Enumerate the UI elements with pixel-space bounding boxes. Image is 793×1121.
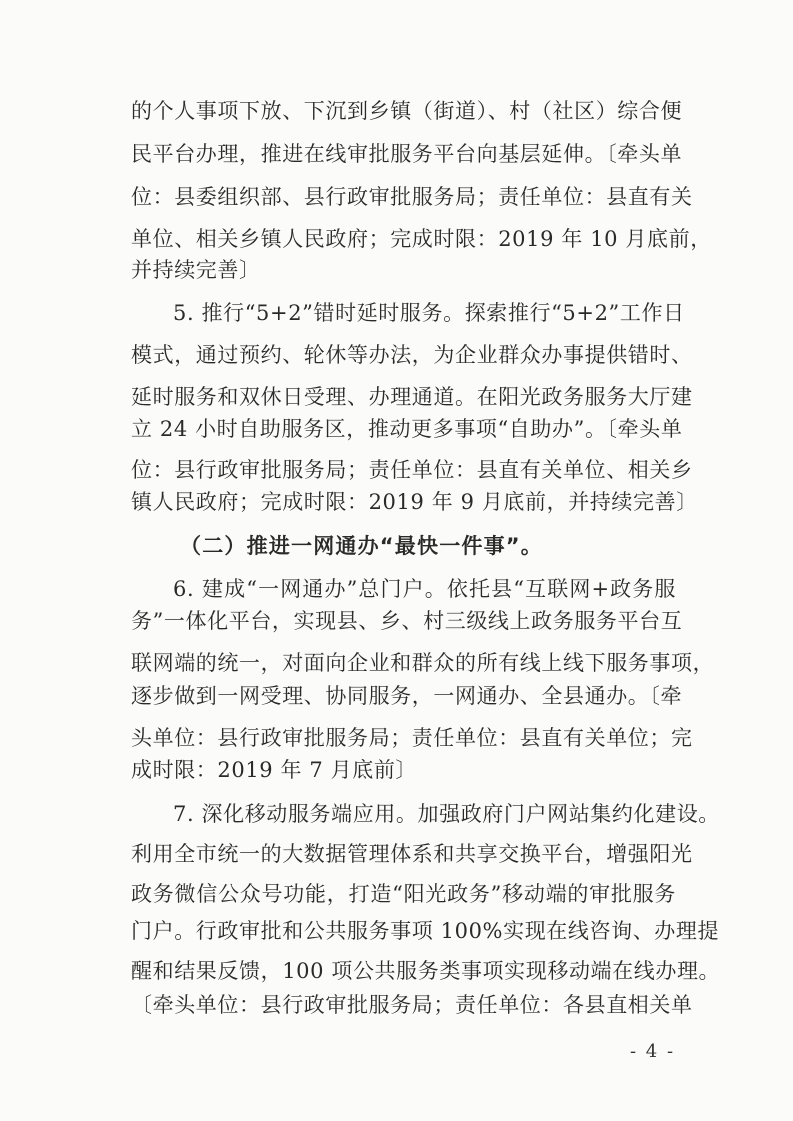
body-text-line: 位：县委组织部、县行政审批服务局；责任单位：县直有关 xyxy=(131,185,693,209)
page-number: - 4 - xyxy=(630,1041,676,1062)
body-text-line: 成时限：2019 年 7 月底前〕 xyxy=(131,758,418,782)
body-text-line: 逐步做到一网受理、协同服务，一网通办、全县通办。〔牵 xyxy=(131,684,683,708)
body-text-line: 单位、相关乡镇人民政府；完成时限：2019 年 10 月底前， xyxy=(131,227,712,251)
body-text-line: 务”一体化平台，实现县、乡、村三级线上政务服务平台互 xyxy=(131,609,683,633)
body-text-line: 〔牵头单位：县行政审批服务局；责任单位：各县直相关单 xyxy=(131,993,693,1017)
body-text-line: 位：县行政审批服务局；责任单位：县直有关单位、相关乡 xyxy=(131,458,693,482)
item-6-paragraph-start: 6. 建成“一网通办”总门户。依托县“互联网+政务服 xyxy=(173,577,676,601)
body-text-line: 联网端的统一，对面向企业和群众的所有线上线下服务事项， xyxy=(131,651,715,675)
body-text-line: 并持续完善〕 xyxy=(131,258,261,282)
body-text-line: 镇人民政府；完成时限：2019 年 9 月底前，并持续完善〕 xyxy=(131,490,698,514)
item-7-paragraph-start: 7. 深化移动服务端应用。加强政府门户网站集约化建设。 xyxy=(173,802,720,826)
body-text-line: 模式，通过预约、轮休等办法，为企业群众办事提供错时、 xyxy=(131,343,693,367)
body-text-line: 政务微信公众号功能，打造“阳光政务”移动端的审批服务 xyxy=(131,882,676,906)
section-heading: （二）推进一网通办“最快一件事”。 xyxy=(180,534,544,558)
body-text-line: 头单位：县行政审批服务局；责任单位：县直有关单位；完 xyxy=(131,726,693,750)
body-text-line: 门户。行政审批和公共服务事项 100%实现在线咨询、办理提 xyxy=(131,919,720,943)
body-text-line: 延时服务和双休日受理、办理通道。在阳光政务服务大厅建 xyxy=(131,385,693,409)
body-text-line: 利用全市统一的大数据管理体系和共享交换平台，增强阳光 xyxy=(131,842,693,866)
body-text-line: 民平台办理，推进在线审批服务平台向基层延伸。〔牵头单 xyxy=(131,142,683,166)
body-text-line: 醒和结果反馈，100 项公共服务类事项实现移动端在线办理。 xyxy=(131,959,721,983)
item-5-paragraph-start: 5. 推行“5+2”错时延时服务。探索推行“5+2”工作日 xyxy=(173,301,685,325)
body-text-line: 立 24 小时自助服务区，推动更多事项“自助办”。〔牵头单 xyxy=(131,417,683,441)
body-text-line: 的个人事项下放、下沉到乡镇（街道）、村（社区）综合便 xyxy=(131,99,683,123)
